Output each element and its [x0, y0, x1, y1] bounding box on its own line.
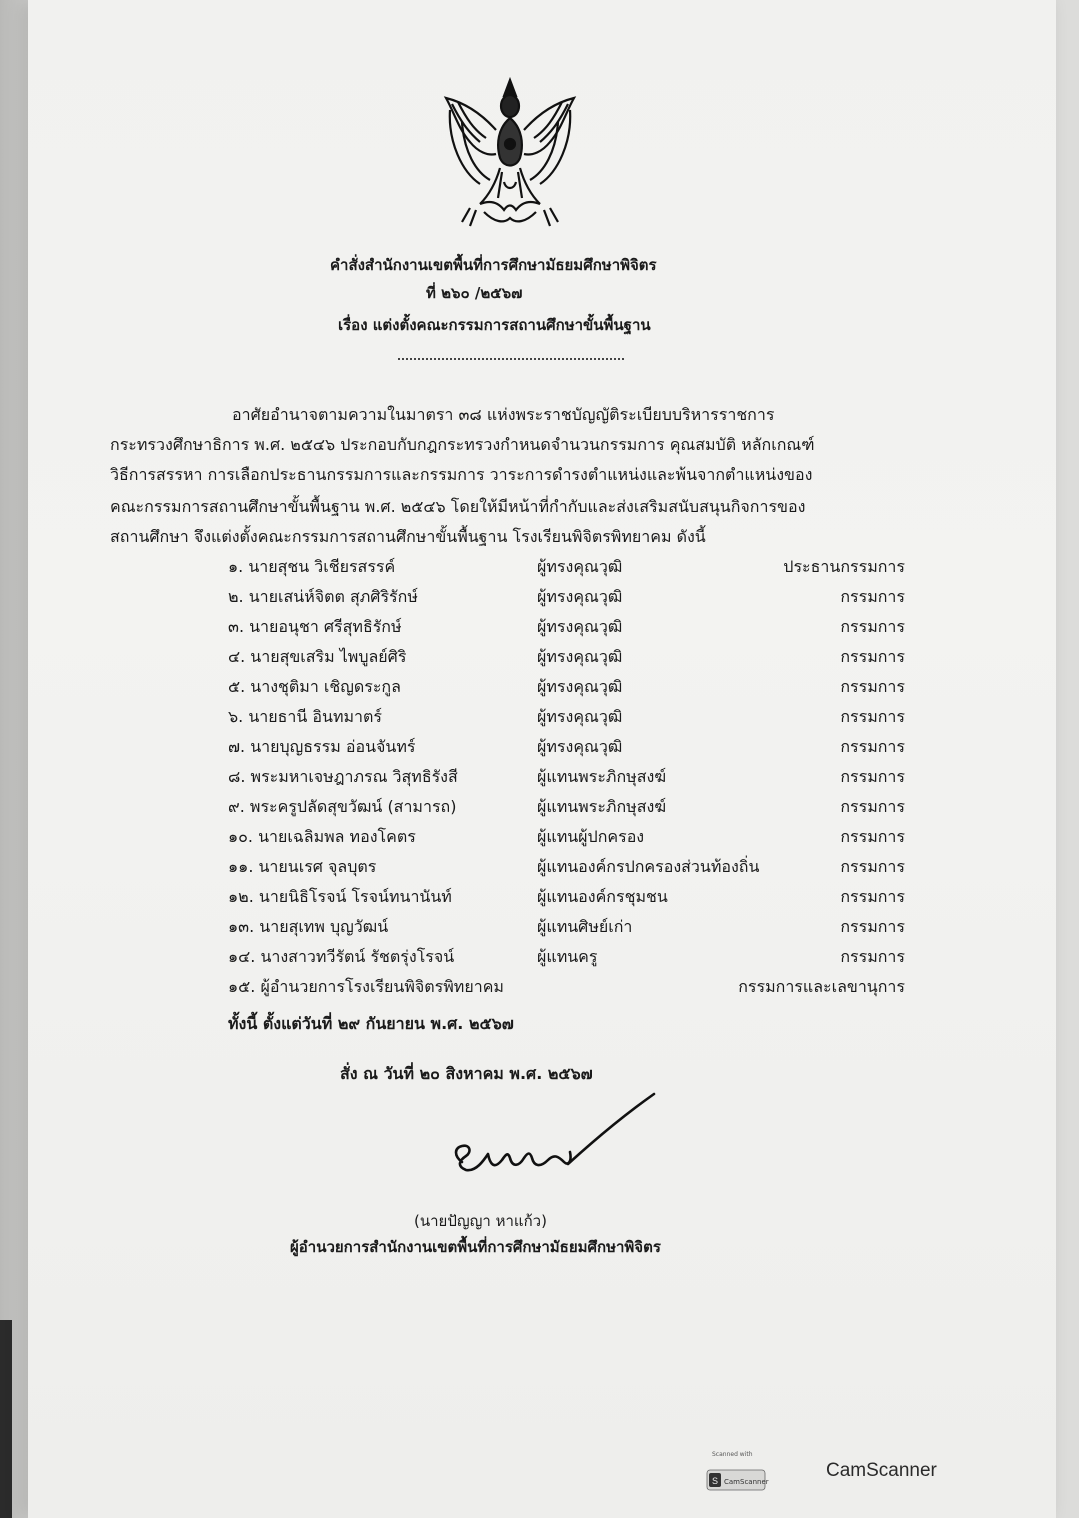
member-row	[0, 885, 1079, 907]
member-role: กรรมการ	[840, 917, 905, 936]
member-name: ๑๕. ผู้อำนวยการโรงเรียนพิจิตรพิทยาคม	[228, 977, 504, 996]
member-row	[0, 765, 1079, 787]
signatory-name: (นายปัญญา หาแก้ว)	[414, 1212, 547, 1230]
order-title: คำสั่งสำนักงานเขตพื้นที่การศึกษามัธยมศึกษาพิจิตร	[330, 256, 657, 274]
member-name: ๗. นายบุญธรรม อ่อนจันทร์	[228, 737, 416, 756]
member-name: ๑. นายสุชน วิเชียรสรรค์	[228, 557, 396, 576]
member-type: ผู้ทรงคุณวุฒิ	[537, 647, 623, 666]
member-type: ผู้ทรงคุณวุฒิ	[537, 677, 623, 696]
watermark-logo-text: CamScanner	[724, 1478, 769, 1486]
member-role: กรรมการ	[840, 767, 905, 786]
body-line-1: อาศัยอำนาจตามความในมาตรา ๓๘ แห่งพระราชบัญญัติระเบียบบริหารราชการ	[232, 405, 775, 424]
effective-date: ทั้งนี้ ตั้งแต่วันที่ ๒๙ กันยายน พ.ศ. ๒๕๖๗	[228, 1014, 514, 1033]
member-name: ๓. นายอนุชา ศรีสุทธิรักษ์	[228, 617, 402, 636]
member-name: ๑๔. นางสาวทวีรัตน์ รัชตรุ่งโรจน์	[228, 947, 455, 966]
member-role: กรรมการ	[840, 677, 905, 696]
member-row	[0, 615, 1079, 637]
member-type: ผู้ทรงคุณวุฒิ	[537, 617, 623, 636]
member-name: ๑๒. นายนิธิโรจน์ โรจน์ทนานันท์	[228, 887, 452, 906]
member-row	[0, 915, 1079, 937]
body-line-5: สถานศึกษา จึงแต่งตั้งคณะกรรมการสถานศึกษาขั้นพื้นฐาน โรงเรียนพิจิตรพิทยาคม ดังนี้	[110, 527, 706, 546]
header-divider	[398, 358, 624, 360]
watermark-small-text: Scanned with	[712, 1451, 753, 1458]
camscanner-watermark-logo	[706, 1451, 769, 1494]
body-line-3: วิธีการสรรหา การเลือกประธานกรรมการและกรรมการ วาระการดำรงตำแหน่งและพ้นจากตำแหน่งของ	[110, 465, 813, 484]
member-row	[0, 585, 1079, 607]
scan-background-corner	[0, 1320, 12, 1518]
camscanner-icon	[706, 1460, 766, 1494]
member-row	[0, 735, 1079, 757]
body-line-4: คณะกรรมการสถานศึกษาขั้นพื้นฐาน พ.ศ. ๒๕๔๖ โดยให้มีหน้าที่กำกับและส่งเสริมสนับสนุนกิจการของ	[110, 497, 806, 516]
svg-text:S: S	[711, 1476, 719, 1486]
member-role: กรรมการ	[840, 737, 905, 756]
member-row	[0, 795, 1079, 817]
member-type: ผู้แทนพระภิกษุสงฆ์	[537, 767, 667, 786]
member-type: ผู้แทนครู	[537, 947, 598, 966]
garuda-emblem-icon	[440, 72, 580, 232]
member-role: กรรมการ	[840, 797, 905, 816]
member-row	[0, 705, 1079, 727]
member-name: ๘. พระมหาเจษฎาภรณ วิสุทธิรังสี	[228, 767, 458, 786]
member-role: กรรมการ	[840, 647, 905, 666]
member-role: กรรมการ	[840, 587, 905, 606]
member-type: ผู้ทรงคุณวุฒิ	[537, 737, 623, 756]
handwritten-signature	[440, 1090, 680, 1190]
member-role: กรรมการ	[840, 827, 905, 846]
member-type: ผู้แทนศิษย์เก่า	[537, 917, 633, 936]
member-role: กรรมการและเลขานุการ	[738, 977, 905, 996]
member-type: ผู้ทรงคุณวุฒิ	[537, 707, 623, 726]
member-role: กรรมการ	[840, 707, 905, 726]
member-name: ๔. นายสุขเสริม ไพบูลย์ศิริ	[228, 647, 407, 666]
member-name: ๒. นายเสน่ห์จิตต สุภศิริรักษ์	[228, 587, 418, 606]
member-name: ๑๑. นายนเรศ จุลบุตร	[228, 857, 377, 876]
member-row	[0, 825, 1079, 847]
member-type: ผู้แทนองค์กรชุมชน	[537, 887, 668, 906]
member-row	[0, 855, 1079, 877]
member-name: ๕. นางชุติมา เชิญดระกูล	[228, 677, 401, 696]
member-row	[0, 975, 1079, 997]
member-role: กรรมการ	[840, 857, 905, 876]
member-type: ผู้ทรงคุณวุฒิ	[537, 587, 623, 606]
member-name: ๖. นายธานี อินทมาตร์	[228, 707, 383, 726]
member-type: ผู้ทรงคุณวุฒิ	[537, 557, 623, 576]
member-row	[0, 555, 1079, 577]
member-row	[0, 945, 1079, 967]
member-type: ผู้แทนพระภิกษุสงฆ์	[537, 797, 667, 816]
order-date: สั่ง ณ วันที่ ๒๐ สิงหาคม พ.ศ. ๒๕๖๗	[340, 1064, 593, 1083]
member-role: กรรมการ	[840, 947, 905, 966]
order-subject: เรื่อง แต่งตั้งคณะกรรมการสถานศึกษาขั้นพื้นฐาน	[338, 316, 651, 334]
body-line-2: กระทรวงศึกษาธิการ พ.ศ. ๒๕๔๖ ประกอบกับกฎกระทรวงกำหนดจำนวนกรรมการ คุณสมบัติ หลักเกณฑ์	[110, 435, 815, 454]
member-type: ผู้แทนผู้ปกครอง	[537, 827, 645, 846]
member-role: กรรมการ	[840, 887, 905, 906]
member-row	[0, 645, 1079, 667]
member-row	[0, 675, 1079, 697]
member-name: ๑๓. นายสุเทพ บุญวัฒน์	[228, 917, 389, 936]
member-name: ๙. พระครูปลัดสุขวัฒน์ (สามารถ)	[228, 797, 457, 816]
member-type: ผู้แทนองค์กรปกครองส่วนท้องถิ่น	[537, 857, 760, 876]
member-name: ๑๐. นายเฉลิมพล ทองโคตร	[228, 827, 416, 846]
member-role: ประธานกรรมการ	[783, 557, 905, 576]
order-number: ที่ ๒๖๐ /๒๕๖๗	[426, 284, 523, 302]
signatory-position: ผู้อำนวยการสำนักงานเขตพื้นที่การศึกษามัธยมศึกษาพิจิตร	[290, 1238, 661, 1256]
member-role: กรรมการ	[840, 617, 905, 636]
camscanner-brand: CamScanner	[826, 1460, 937, 1481]
